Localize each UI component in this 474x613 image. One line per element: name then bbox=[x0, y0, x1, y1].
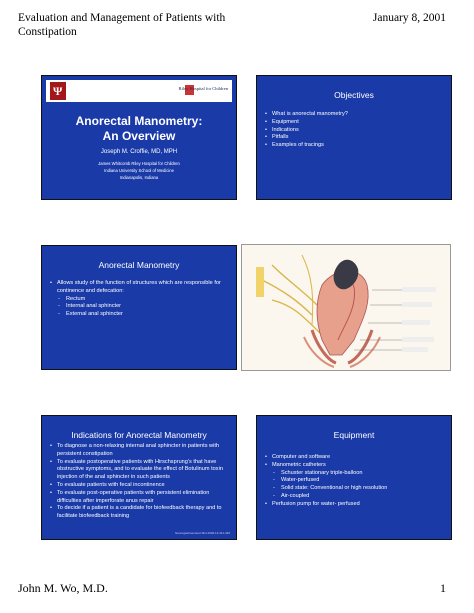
logo-bar bbox=[46, 80, 232, 102]
list-subitem: - Water-perfused bbox=[265, 477, 445, 485]
list-item: • Indications bbox=[265, 127, 445, 135]
list-item: • Perfusion pump for water- perfused bbox=[265, 501, 445, 509]
list-item: • To evaluate patients with fecal incontinence bbox=[50, 482, 230, 490]
slide-heading: Objectives bbox=[334, 90, 374, 100]
slide-title bbox=[41, 75, 237, 200]
slide-affiliation: James Whitcomb Riley Hospital for Children Indiana University School of Medicine Indianapolis, Indiana bbox=[98, 161, 180, 180]
slide-author: Joseph M. Croffie, MD, MPH bbox=[100, 149, 178, 155]
list-item: • Examples of tracings bbox=[265, 142, 445, 150]
header-title: Evaluation and Management of Patients with Constipation bbox=[18, 12, 226, 38]
list-subitem: - Schuster stationary triple-balloon bbox=[265, 470, 445, 478]
equipment-list bbox=[265, 454, 445, 509]
objectives-list bbox=[265, 111, 445, 150]
list-item: • To decide if a patient is a candidate for biofeedback therapy and to facilitate biofeedback training bbox=[50, 505, 230, 521]
slide-heading: Anorectal Manometry bbox=[98, 260, 180, 270]
list-item: • Manometric catheters bbox=[265, 462, 445, 470]
header-date: January 8, 2001 bbox=[372, 12, 446, 24]
manometry-list bbox=[50, 280, 230, 319]
slide-equipment bbox=[256, 415, 452, 540]
list-subitem: - Internal anal sphincter bbox=[50, 303, 230, 311]
list-item: • To evaluate postoperative patients with Hirschsprung’s that have obstructive symptoms, and to evaluate the effect of Botulinum toxin injection of the anal sphincter in such patients bbox=[50, 459, 230, 482]
slide-anorectal-manometry bbox=[41, 245, 237, 370]
list-subitem: - Solid state: Conventional or high resolution bbox=[265, 485, 445, 493]
slide-indications bbox=[41, 415, 237, 540]
slide-heading: Equipment bbox=[333, 430, 375, 440]
list-item: • What is anorectal manometry? bbox=[265, 111, 445, 119]
list-subitem: - Rectum bbox=[50, 296, 230, 304]
list-item: • To evaluate post-operative patients with persistent elimination difficulties after imperforate anus repair bbox=[50, 490, 230, 506]
list-item: • To diagnose a non-relaxing internal anal sphincter in patients with persistent constipation bbox=[50, 443, 230, 459]
slide-heading: Indications for Anorectal Manometry bbox=[71, 430, 207, 440]
list-subitem: - External anal sphincter bbox=[50, 311, 230, 319]
indications-list bbox=[50, 443, 230, 521]
iu-logo-icon: Ψ bbox=[50, 82, 66, 100]
list-subitem: - Air-coupled bbox=[265, 493, 445, 501]
anatomy-illustration bbox=[241, 244, 451, 371]
list-item: • Allows study of the function of structures which are responsible for continence and defecation: bbox=[50, 280, 230, 296]
slide-title-heading: Anorectal Manometry: An Overview bbox=[75, 114, 203, 143]
citation: Neurogastroenterol Mot 2002;14:411-420 bbox=[175, 531, 230, 535]
list-item: • Computer and software bbox=[265, 454, 445, 462]
list-item: • Pitfalls bbox=[265, 134, 445, 142]
slide-objectives bbox=[256, 75, 452, 200]
anorectal-anatomy-drawing bbox=[242, 245, 450, 370]
footer-author: John M. Wo, M.D. bbox=[18, 581, 108, 595]
page-number: 1 bbox=[440, 581, 446, 595]
list-item: • Equipment bbox=[265, 119, 445, 127]
riley-hospital-logo: Riley Hospital for Children bbox=[178, 86, 228, 91]
